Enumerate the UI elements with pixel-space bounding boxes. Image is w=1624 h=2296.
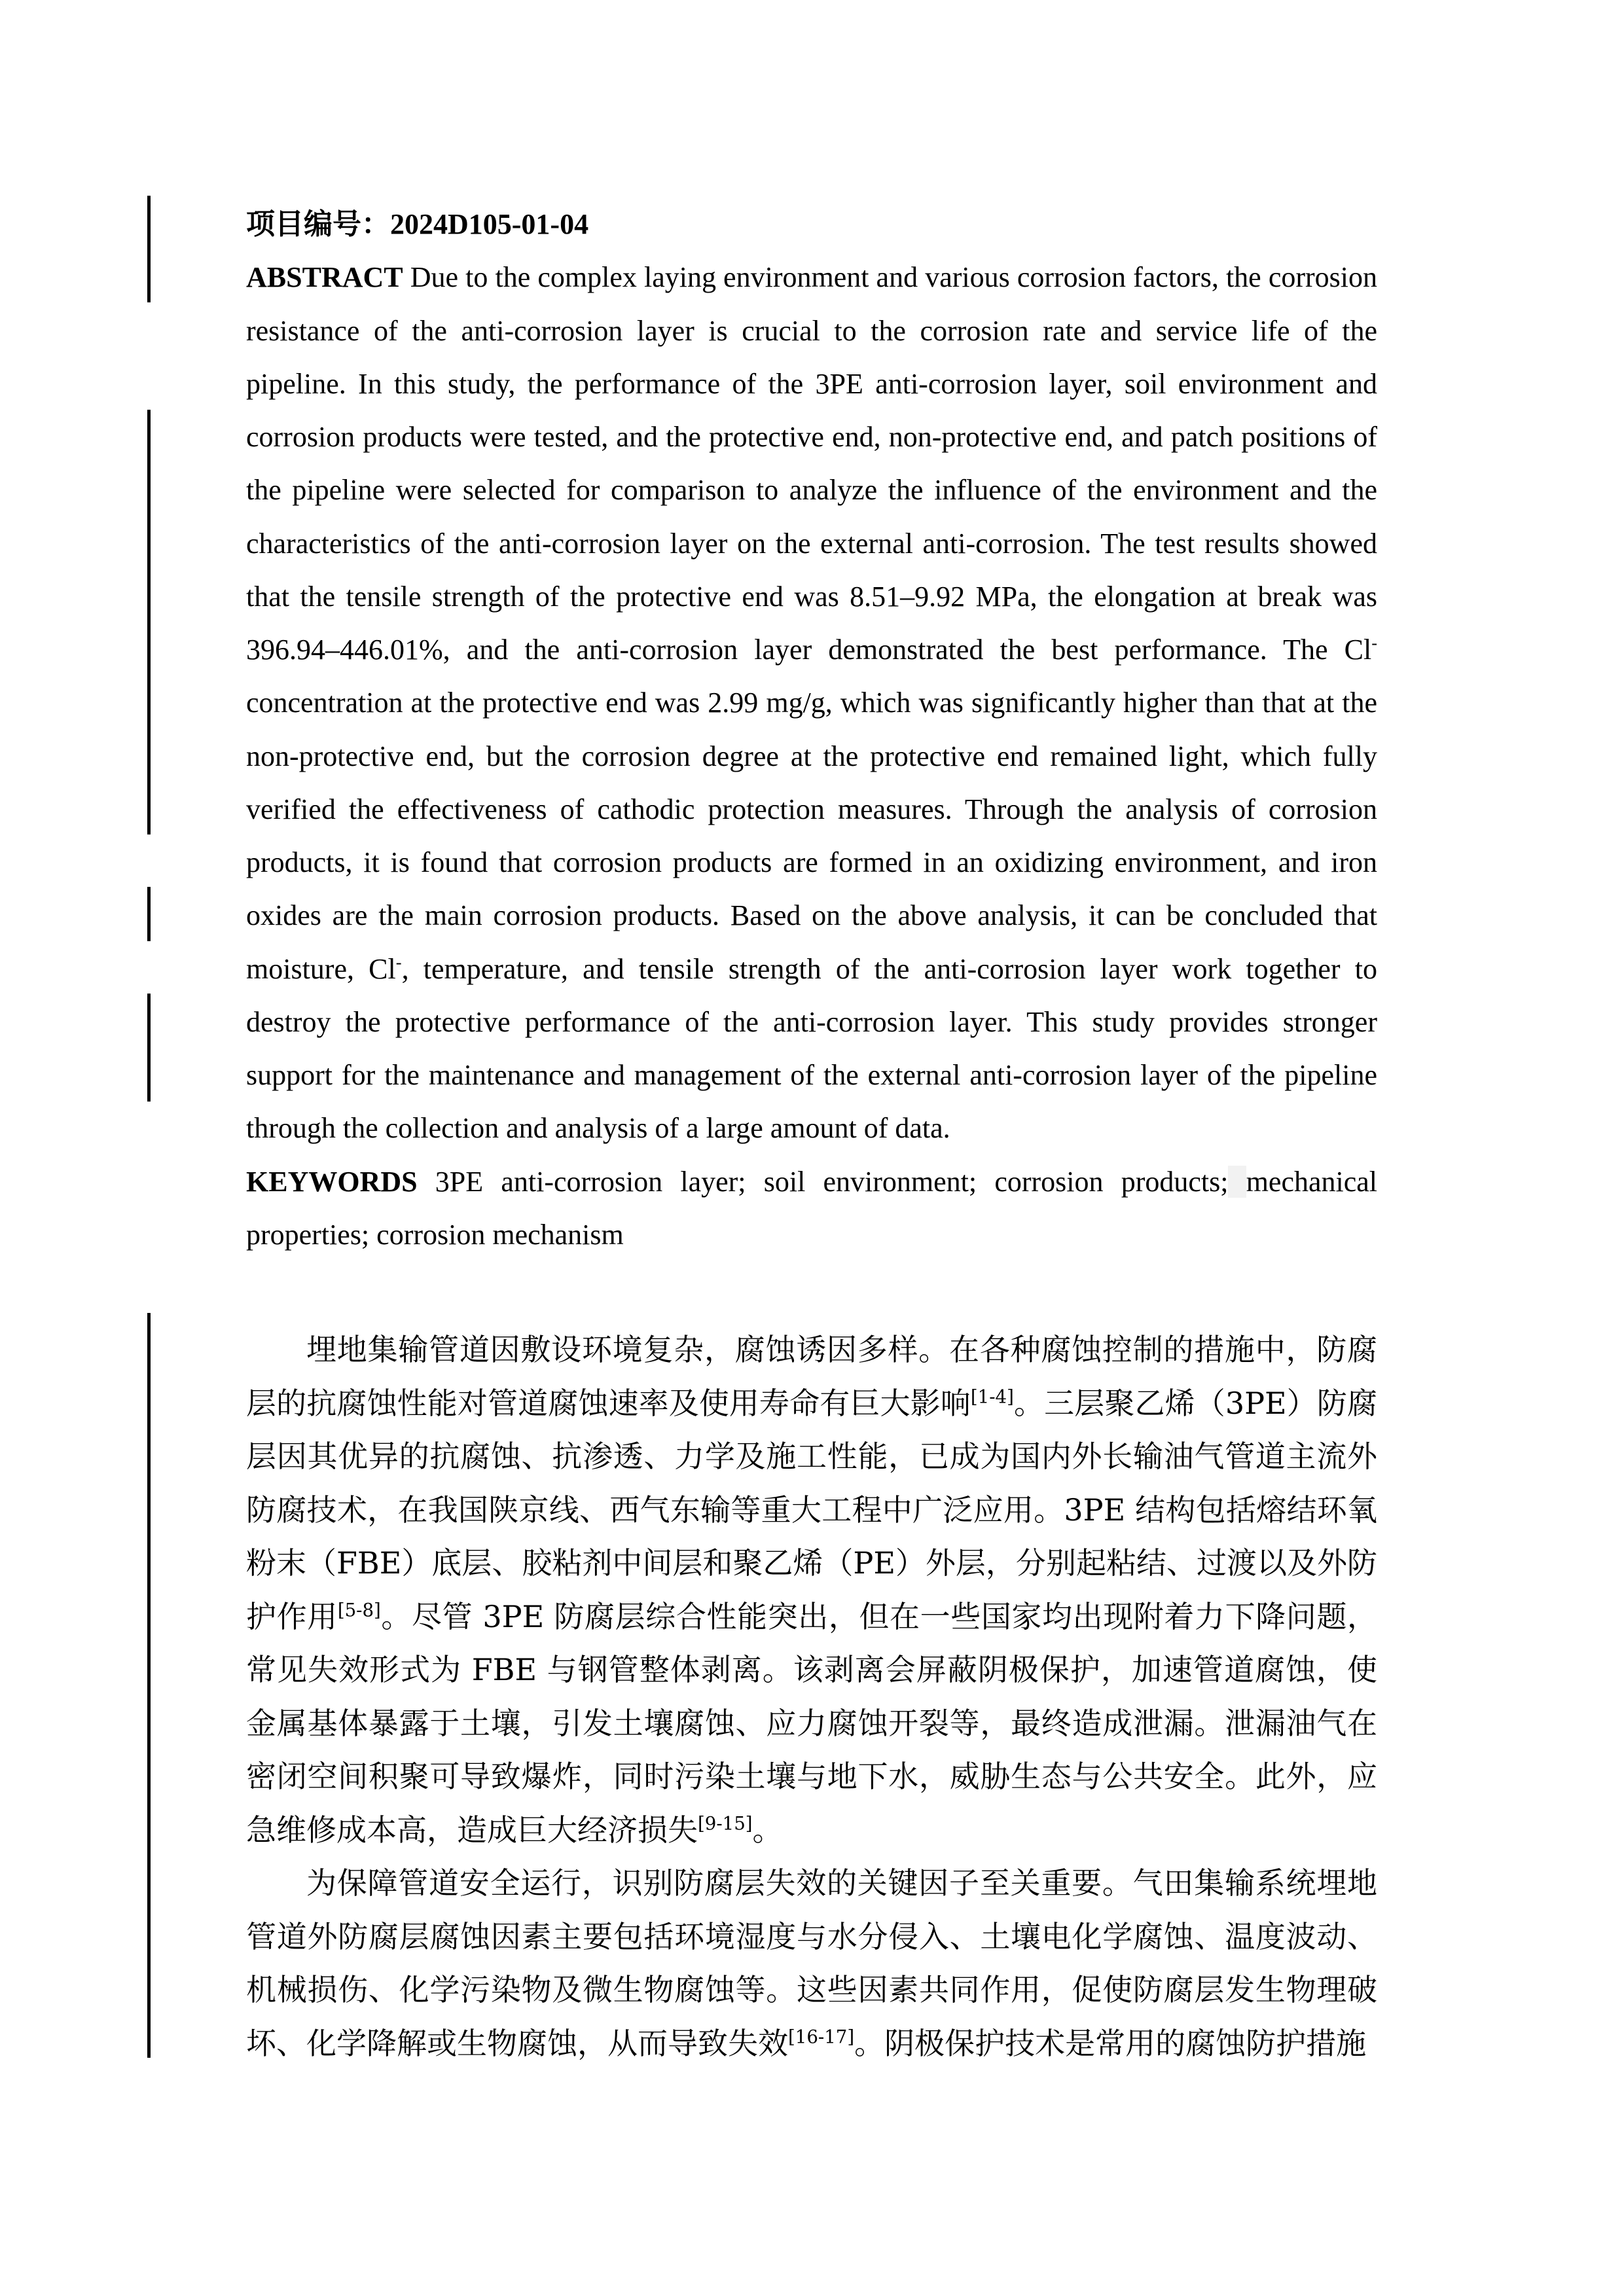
chloride-superscript: - <box>1371 633 1377 653</box>
project-number-line <box>246 198 1377 251</box>
abstract-text-3: , temperature, and tensile strength of the anti-corrosion layer work together to destroy the protective performance of the anti-corrosion layer. This study provides stronger support for the maintenance and management of the external anti-corrosion layer of the pipeline through the collection and analysis of a large amount of data. <box>246 952 1377 1145</box>
project-number: 2024D105-01-04 <box>390 208 589 240</box>
highlight-mark <box>1228 1166 1246 1198</box>
citation-ref[interactable]: [9-15] <box>698 1812 753 1834</box>
project-label: 项目编号： <box>246 208 390 240</box>
section-gap <box>246 1261 1377 1323</box>
keywords-text-2: mechanical properties; corrosion mechanism <box>246 1165 1378 1251</box>
change-bar <box>147 1313 151 2058</box>
citation-ref[interactable]: [5-8] <box>337 1598 381 1621</box>
abstract-text-2: concentration at the protective end was 2.99 mg/g, which was significantly higher than that at the non-protective end, but the corrosion degree at the protective end remained light, which fully verified the effectiveness of cathodic protection measures. Through the analysis of corrosion products, it is found that corrosion products are formed in an oxidizing environment, and iron oxides are the main corrosion products. Based on the above analysis, it can be concluded that moisture, Cl <box>246 687 1377 985</box>
body-text: 。尽管 3PE 防腐层综合性能突出，但在一些国家均出现附着力下降问题，常见失效形式为 FBE 与钢管整体剥离。该剥离会屏蔽阴极保护，加速管道腐蚀，使金属基体暴露于土壤，引发土壤腐蚀、应力腐蚀开裂等，最终造成泄漏。泄漏油气在密闭空间积聚可导致爆炸，同时污染土壤与地下水，威胁生态与公共安全。此外，应急维修成本高，造成巨大经济损失 <box>246 1598 1378 1848</box>
body-text: 。 <box>752 1812 783 1848</box>
keywords-label: KEYWORDS <box>246 1165 418 1198</box>
abstract-paragraph <box>246 251 1377 1155</box>
change-bar <box>147 196 151 302</box>
change-bar <box>147 410 151 834</box>
text-column <box>246 198 1377 2070</box>
keywords-paragraph <box>246 1155 1377 1262</box>
citation-ref[interactable]: [16-17] <box>788 2025 855 2047</box>
body-paragraph-2 <box>246 1857 1377 2070</box>
abstract-text-1: Due to the complex laying environment and various corrosion factors, the corrosion resistance of the anti-corrosion layer is crucial to the corrosion rate and service life of the pipeline. In this study, the performance of the 3PE anti-corrosion layer, soil environment and corrosion products were tested, and the protective end, non-protective end, and patch positions of the pipeline were selected for comparison to analyze the influence of the environment and the characteristics of the anti-corrosion layer on the external anti-corrosion. The test results showed that the tensile strength of the protective end was 8.51–9.92 MPa, the elongation at break was 396.94–446.01%, and the anti-corrosion layer demonstrated the best performance. The Cl <box>246 261 1377 666</box>
abstract-label: ABSTRACT <box>246 261 403 294</box>
body-text: 埋地集输管道因敷设环境复杂，腐蚀诱因多样。在各种腐蚀控制的措施中，防腐层的抗腐蚀性能对管道腐蚀速率及使用寿命有巨大影响 <box>246 1332 1377 1421</box>
body-text: 。三层聚乙烯（3PE）防腐层因其优异的抗腐蚀、抗渗透、力学及施工性能，已成为国内外长输油气管道主流外防腐技术，在我国陕京线、西气东输等重大工程中广泛应用。3PE 结构包括熔结环氧粉末（FBE）底层、胶粘剂中间层和聚乙烯（PE）外层，分别起粘结、过渡以及外防护作用 <box>246 1385 1378 1634</box>
body-text: 为保障管道安全运行，识别防腐层失效的关键因子至关重要。气田集输系统埋地管道外防腐层腐蚀因素主要包括环境湿度与水分侵入、土壤电化学腐蚀、温度波动、机械损伤、化学污染物及微生物腐蚀等。这些因素共同作用，促使防腐层发生物理破坏、化学降解或生物腐蚀，从而导致失效 <box>246 1865 1377 2061</box>
body-text: 。阴极保护技术是常用的腐蚀防护措施 <box>854 2025 1367 2061</box>
chloride-superscript: - <box>395 952 402 972</box>
change-bar <box>147 994 151 1102</box>
change-bar <box>147 887 151 941</box>
keywords-text-1: 3PE anti-corrosion layer; soil environment; corrosion products; <box>417 1165 1229 1198</box>
body-paragraph-1 <box>246 1323 1377 1857</box>
citation-ref[interactable]: [1-4] <box>970 1385 1014 1407</box>
